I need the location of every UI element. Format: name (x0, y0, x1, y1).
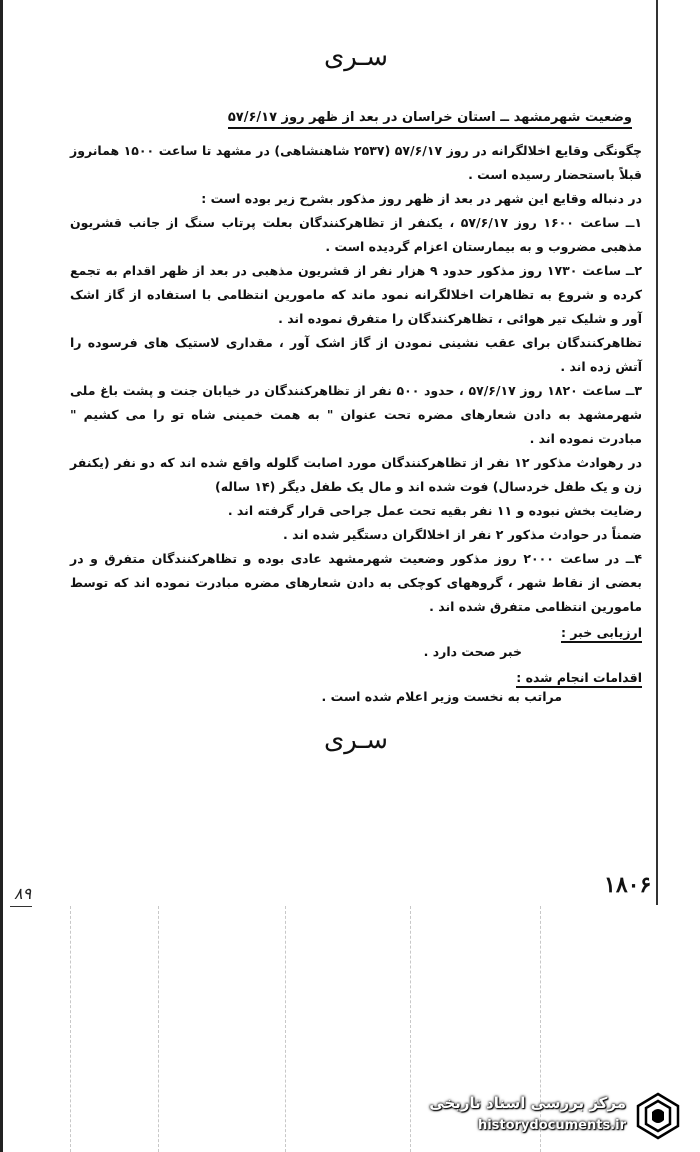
assessment-heading-text: ارزیابی خبر : (561, 625, 642, 643)
lead-paragraph: در دنباله وقایع این شهر در بعد از ظهر روز مذکور بشرح زیر بوده است : (201, 191, 642, 206)
watermark-name: مرکز بررسی اسناد تاریخی (429, 1094, 626, 1112)
classification-bottom: سـری (323, 725, 389, 755)
item-1: ۱ــ ساعت ۱۶۰۰ روز ۵۷/۶/۱۷ ، یکنفر از تظاهرکنندگان بعلت پرتاب سنگ از جانب قشریون مذهبی مضروب و به بیمارستان اعزام گردیده است . (70, 215, 642, 254)
document-title-text: وضعیت شهرمشهد ــ استان خراسان در بعد از ظهر روز ۵۷/۶/۱۷ (228, 110, 632, 129)
watermark-site: historydocuments.ir (477, 1118, 626, 1133)
margin-note: ۸۹ (14, 884, 32, 903)
item-4: ۴ــ در ساعت ۲۰۰۰ روز مذکور وضعیت شهرمشهد عادی بوده و تظاهرکنندگان متفرق و در بعضی از نقاط شهر ، گروههای کوچکی به دادن شعارهای مضره مبادرت نموده اند که توسط مامورین انتظامی متفرق شده اند . (70, 551, 642, 614)
archive-logo-icon (632, 1090, 684, 1142)
document-title (70, 110, 642, 125)
casualties-1: در رهوادث مذکور ۱۲ نفر از تظاهرکنندگان مورد اصابت گلوله واقع شده اند که دو نفر (یکنفر زن و یک طفل خردسال) فوت شده اند و مال یک طفل دیگر (۱۴ ساله) (70, 455, 642, 494)
casualties-3: ضمناً در حوادث مذکور ۲ نفر از اخلالگران دستگیر شده اند . (283, 527, 642, 542)
actions-heading-text: اقدامات انجام شده : (516, 670, 642, 688)
assessment-heading (70, 625, 642, 640)
margin-underline (10, 906, 32, 907)
item-2: ۲ــ ساعت ۱۷۳۰ روز مذکور حدود ۹ هزار نفر از قشریون مذهبی در بعد از ظهر اقدام به تجمع کرده و شروع به تظاهرات اخلالگرانه نمود ماند که مامورین انتظامی با استفاده از گاز اشک آور و شلیک تیر هوائی ، تظاهرکنندگان را متفرق نموده اند . (70, 263, 643, 326)
page-number: ۱۸۰۶ (604, 872, 652, 898)
classification-top: سـری (323, 42, 389, 72)
scan-guide-line (158, 906, 159, 1152)
page-border-right (656, 0, 658, 905)
intro-paragraph: چگونگی وقایع اخلالگرانه در روز ۵۷/۶/۱۷ (۲۵۳۷ شاهنشاهی) در مشهد تا ساعت ۱۵۰۰ همانروز قبلاً باستحضار رسیده است . (70, 143, 642, 182)
scan-guide-line (70, 906, 71, 1152)
item-3: ۳ــ ساعت ۱۸۲۰ روز ۵۷/۶/۱۷ ، حدود ۵۰۰ نفر از تظاهرکنندگان در خیابان جنت و پشت باغ ملی شهرمشهد به دادن شعارهای مضره تحت عنوان " به همت خمینی شاه تو را می کشیم " مبادرت نموده اند . (70, 383, 642, 446)
casualties-2: رضایت بخش نبوده و ۱۱ نفر بقیه تحت عمل جراحی قرار گرفته اند . (227, 503, 642, 518)
document-body (70, 30, 642, 860)
scan-guide-line (285, 906, 286, 1152)
watermark (384, 1090, 684, 1146)
item-2-continued: تظاهرکنندگان برای عقب نشینی نمودن از گاز اشک آور ، مقداری لاستیک های فرسوده را آتش زده اند . (70, 335, 642, 374)
assessment-text: خبر صحت دارد . (423, 644, 522, 659)
actions-text: مراتب به نخست وزیر اعلام شده است . (321, 689, 562, 704)
actions-heading (70, 670, 642, 685)
page-border-left (0, 0, 3, 1152)
